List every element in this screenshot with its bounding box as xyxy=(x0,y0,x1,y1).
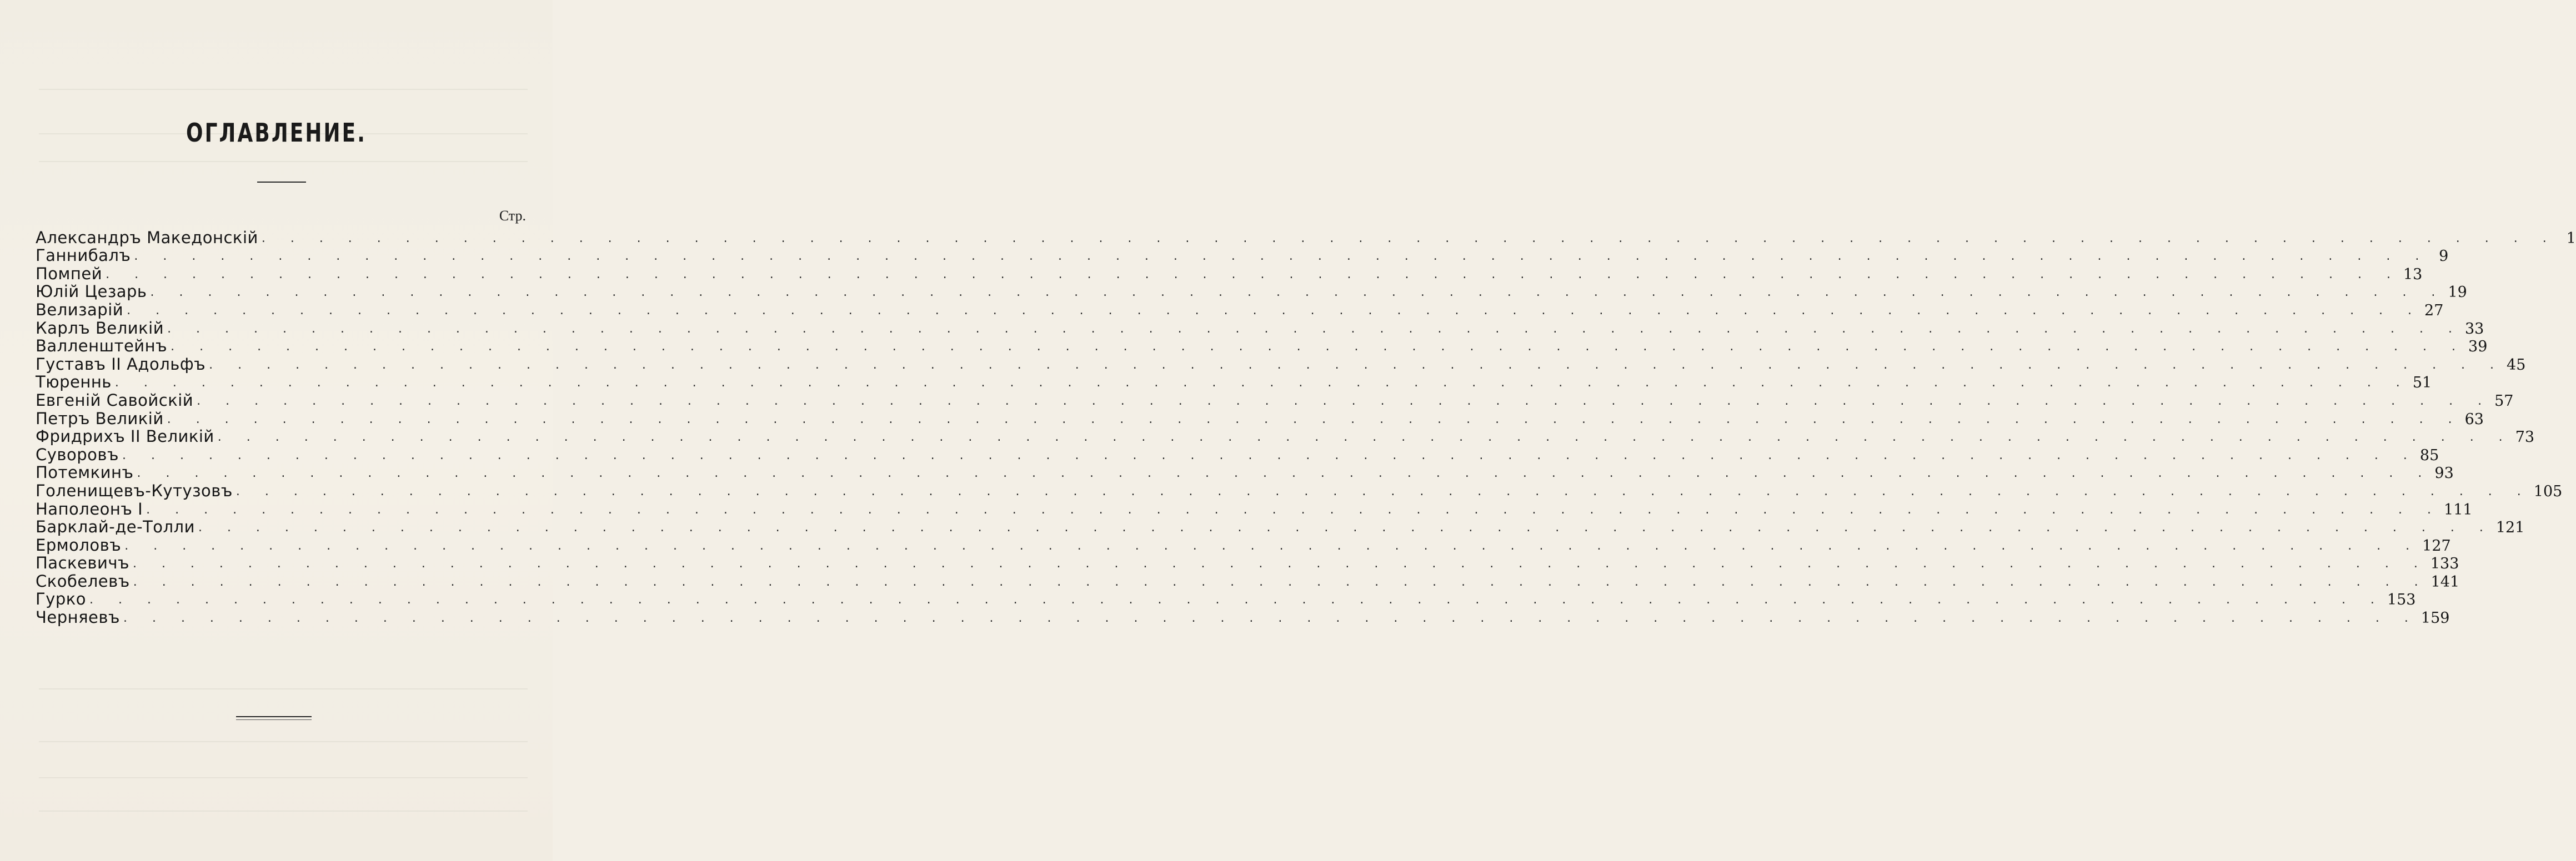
toc-entry-page: 141 xyxy=(2430,573,2460,591)
toc-entry xyxy=(36,553,2459,573)
table-of-contents xyxy=(36,228,2576,627)
toc-entry xyxy=(36,264,2423,283)
dot-leader: . . . . . . . . . . . . . . . . . . . . . . . . . . . . . . . . . . . . . . . . . . . . . . . . . . . . . . . . . . . . . . . . . . . . . . . . . . . . . . . . xyxy=(134,249,2430,264)
show-through-line xyxy=(39,777,528,778)
toc-entry-title: Голенищевъ-Кутузовъ xyxy=(36,481,233,500)
toc-entry-page: 111 xyxy=(2444,501,2473,518)
page-column-label: Стр. xyxy=(499,208,526,224)
toc-entry-title: Петръ Великій xyxy=(36,409,164,428)
show-through-line xyxy=(39,89,528,90)
toc-entry-title: Густавъ II Адольфъ xyxy=(36,354,206,374)
toc-entry-title: Наполеонъ I xyxy=(36,499,143,518)
dot-leader: . . . . . . . . . . . . . . . . . . . . . . . . . . . . . . . . . . . . . . . . . . . . . . . . . . . . . . . . . . . . . . . . . . . . . . . . . . . . . . . . xyxy=(217,430,2513,445)
dot-leader: . . . . . . . . . . . . . . . . . . . . . . . . . . . . . . . . . . . . . . . . . . . . . . . . . . . . . . . . . . . . . . . . . . . . . . . . . . . . . . . . xyxy=(137,466,2433,481)
toc-entry xyxy=(36,571,2460,591)
toc-entry xyxy=(36,246,2449,265)
toc-entry-title: Помпей xyxy=(36,264,103,283)
show-through-line xyxy=(39,741,528,742)
dot-leader: . . . . . . . . . . . . . . . . . . . . . . . . . . . . . . . . . . . . . . . . . . . . . . . . . . . . . . . . . . . . . . . . . . . . . . . . . . . . . . . . xyxy=(197,394,2493,408)
toc-entry-title: Евгеній Савойскій xyxy=(36,390,194,410)
toc-entry xyxy=(36,282,2467,301)
end-divider-secondary xyxy=(236,719,312,720)
toc-entry-page: 27 xyxy=(2424,301,2444,319)
end-divider xyxy=(236,716,312,717)
toc-entry xyxy=(36,318,2484,338)
toc-entry-page: 121 xyxy=(2495,519,2525,537)
toc-entry-page: 159 xyxy=(2420,610,2450,627)
toc-entry-page: 45 xyxy=(2507,356,2526,374)
toc-entry xyxy=(36,481,2563,500)
dot-leader: . . . . . . . . . . . . . . . . . . . . . . . . . . . . . . . . . . . . . . . . . . . . . . . . . . . . . . . . . . . . . . . . . . . . . . . . . . . . . . . . xyxy=(146,502,2442,517)
show-through-line xyxy=(39,688,528,689)
toc-entry-page: 39 xyxy=(2468,338,2488,356)
toc-entry-title: Велизарій xyxy=(36,300,124,319)
toc-entry xyxy=(36,445,2439,464)
toc-entry-title: Фридрихъ II Великій xyxy=(36,427,214,446)
toc-entry xyxy=(36,463,2454,482)
toc-entry xyxy=(36,499,2473,518)
dot-leader: . . . . . . . . . . . . . . . . . . . . . . . . . . . . . . . . . . . . . . . . . . . . . . . . . . . . . . . . . . . . . . . . . . . . . . . . . . . . . . . . xyxy=(235,484,2532,499)
toc-entry-title: Тюреннь xyxy=(36,372,112,392)
toc-entry-title: Валленштейнъ xyxy=(36,336,168,356)
dot-leader: . . . . . . . . . . . . . . . . . . . . . . . . . . . . . . . . . . . . . . . . . . . . . . . . . . . . . . . . . . . . . . . . . . . . . . . . . . . . . . . . xyxy=(132,557,2428,571)
toc-entry-title: Ганнибалъ xyxy=(36,246,131,265)
dot-leader: . . . . . . . . . . . . . . . . . . . . . . . . . . . . . . . . . . . . . . . . . . . . . . . . . . . . . . . . . . . . . . . . . . . . . . . . . . . . . . . . xyxy=(209,358,2505,372)
toc-entry-title: Потемкинъ xyxy=(36,463,134,482)
toc-entry-title: Черняевъ xyxy=(36,608,120,627)
toc-entry-page: 105 xyxy=(2533,482,2563,500)
toc-entry-page: 9 xyxy=(2439,248,2449,265)
toc-entry-title: Ермоловъ xyxy=(36,535,122,555)
toc-entry-page: 1 xyxy=(2566,229,2576,247)
toc-entry-title: Гурко xyxy=(36,590,87,609)
toc-entry-page: 33 xyxy=(2464,320,2484,338)
toc-entry xyxy=(36,590,2416,609)
dot-leader: . . . . . . . . . . . . . . . . . . . . . . . . . . . . . . . . . . . . . . . . . . . . . . . . . . . . . . . . . . . . . . . . . . . . . . . . . . . . . . . . xyxy=(114,376,2410,390)
toc-entry-page: 93 xyxy=(2434,465,2454,482)
toc-entry-title: Скобелевъ xyxy=(36,571,130,591)
toc-entry-title: Карлъ Великій xyxy=(36,318,164,338)
toc-entry xyxy=(36,354,2526,374)
toc-entry xyxy=(36,409,2484,428)
toc-entry-page: 133 xyxy=(2430,555,2459,573)
toc-entry xyxy=(36,535,2451,555)
toc-entry-page: 57 xyxy=(2494,392,2514,410)
toc-entry xyxy=(36,336,2488,356)
toc-entry xyxy=(36,390,2514,410)
toc-entry-page: 85 xyxy=(2419,446,2439,464)
toc-entry-page: 19 xyxy=(2448,284,2467,301)
toc-entry-page: 13 xyxy=(2403,265,2423,283)
toc-entry xyxy=(36,427,2535,446)
dot-leader: . . . . . . . . . . . . . . . . . . . . . . . . . . . . . . . . . . . . . . . . . . . . . . . . . . . . . . . . . . . . . . . . . . . . . . . . . . . . . . . . xyxy=(261,231,2557,245)
show-through-line xyxy=(39,161,528,162)
dot-leader: . . . . . . . . . . . . . . . . . . . . . . . . . . . . . . . . . . . . . . . . . . . . . . . . . . . . . . . . . . . . . . . . . . . . . . . . . . . . . . . . xyxy=(133,575,2429,589)
toc-entry xyxy=(36,517,2525,537)
dot-leader: . . . . . . . . . . . . . . . . . . . . . . . . . . . . . . . . . . . . . . . . . . . . . . . . . . . . . . . . . . . . . . . . . . . . . . . . . . . . . . . . xyxy=(89,593,2385,607)
dot-leader: . . . . . . . . . . . . . . . . . . . . . . . . . . . . . . . . . . . . . . . . . . . . . . . . . . . . . . . . . . . . . . . . . . . . . . . . . . . . . . . . xyxy=(171,340,2467,354)
toc-entry-title: Юлій Цезарь xyxy=(36,282,147,301)
toc-entry-page: 73 xyxy=(2515,429,2535,446)
dot-leader: . . . . . . . . . . . . . . . . . . . . . . . . . . . . . . . . . . . . . . . . . . . . . . . . . . . . . . . . . . . . . . . . . . . . . . . . . . . . . . . . xyxy=(150,285,2446,300)
toc-entry-title: Александръ Македонскій xyxy=(36,228,258,247)
toc-entry-page: 63 xyxy=(2464,410,2484,428)
dot-leader: . . . . . . . . . . . . . . . . . . . . . . . . . . . . . . . . . . . . . . . . . . . . . . . . . . . . . . . . . . . . . . . . . . . . . . . . . . . . . . . . xyxy=(122,448,2418,462)
toc-entry-title: Барклай-де-Толли xyxy=(36,517,195,537)
title-divider xyxy=(257,182,306,183)
toc-entry xyxy=(36,607,2450,627)
toc-entry-page: 127 xyxy=(2422,537,2451,555)
toc-entry-page: 153 xyxy=(2387,591,2416,609)
dot-leader: . . . . . . . . . . . . . . . . . . . . . . . . . . . . . . . . . . . . . . . . . . . . . . . . . . . . . . . . . . . . . . . . . . . . . . . . . . . . . . . . xyxy=(127,303,2423,318)
show-through-line xyxy=(39,810,528,812)
dot-leader: . . . . . . . . . . . . . . . . . . . . . . . . . . . . . . . . . . . . . . . . . . . . . . . . . . . . . . . . . . . . . . . . . . . . . . . . . . . . . . . . xyxy=(198,521,2494,535)
toc-entry-title: Суворовъ xyxy=(36,445,119,464)
dot-leader: . . . . . . . . . . . . . . . . . . . . . . . . . . . . . . . . . . . . . . . . . . . . . . . . . . . . . . . . . . . . . . . . . . . . . . . . . . . . . . . . xyxy=(124,538,2420,553)
toc-entry xyxy=(36,372,2432,392)
toc-entry xyxy=(36,228,2576,247)
dot-leader: . . . . . . . . . . . . . . . . . . . . . . . . . . . . . . . . . . . . . . . . . . . . . . . . . . . . . . . . . . . . . . . . . . . . . . . . . . . . . . . . xyxy=(167,412,2463,426)
toc-entry xyxy=(36,300,2444,319)
dot-leader: . . . . . . . . . . . . . . . . . . . . . . . . . . . . . . . . . . . . . . . . . . . . . . . . . . . . . . . . . . . . . . . . . . . . . . . . . . . . . . . . xyxy=(123,611,2419,626)
dot-leader: . . . . . . . . . . . . . . . . . . . . . . . . . . . . . . . . . . . . . . . . . . . . . . . . . . . . . . . . . . . . . . . . . . . . . . . . . . . . . . . . xyxy=(106,267,2401,281)
toc-entry-title: Паскевичъ xyxy=(36,553,129,573)
toc-entry-page: 51 xyxy=(2412,374,2432,392)
page-title: ОГЛАВЛЕНИЕ. xyxy=(186,118,367,148)
dot-leader: . . . . . . . . . . . . . . . . . . . . . . . . . . . . . . . . . . . . . . . . . . . . . . . . . . . . . . . . . . . . . . . . . . . . . . . . . . . . . . . . xyxy=(167,321,2463,336)
